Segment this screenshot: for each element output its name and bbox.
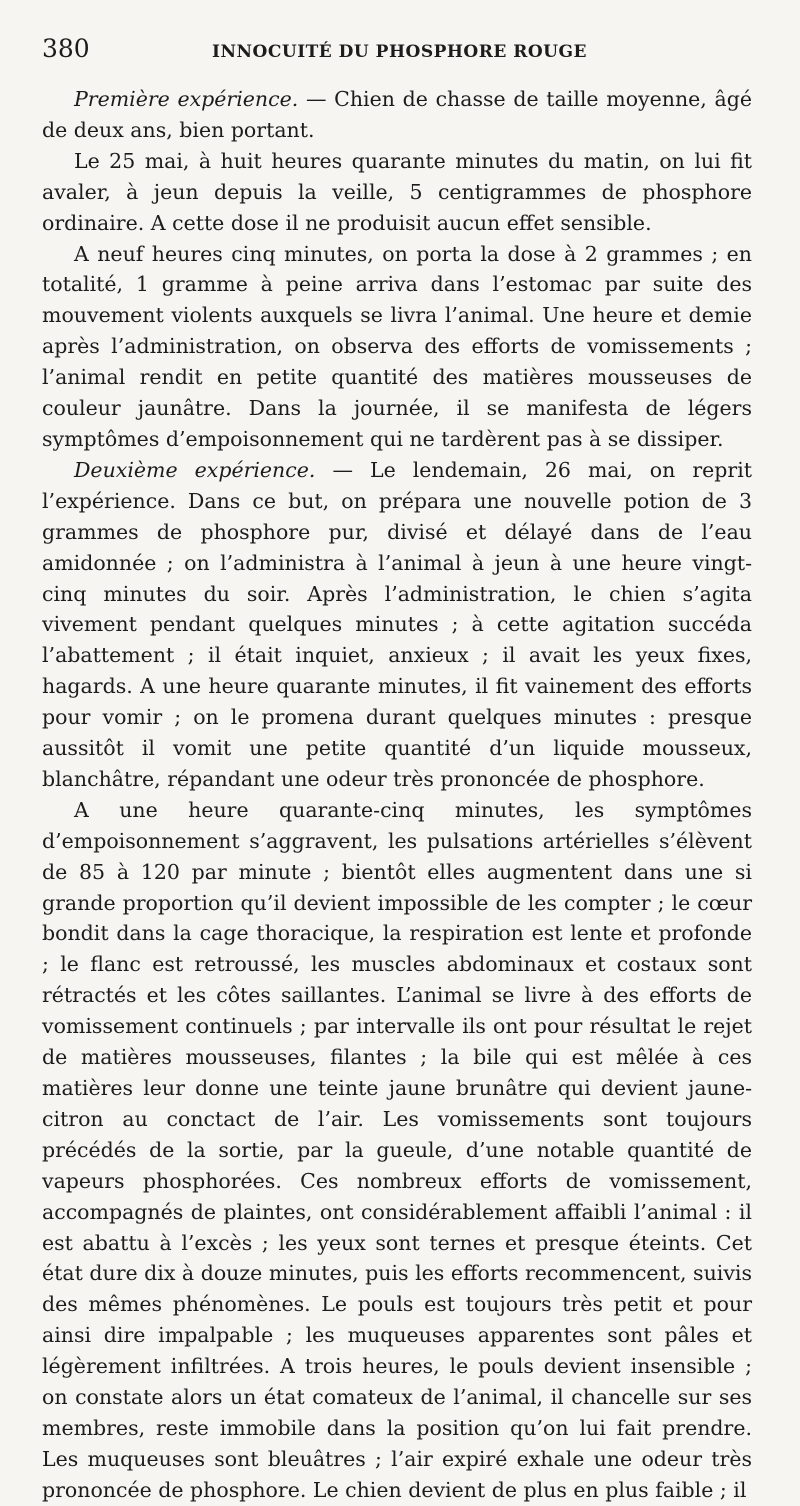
- paragraph: [42, 795, 752, 1506]
- paragraph-text: Le 25 mai, à huit heures quarante minutes du matin, on lui fit avaler, à jeun depuis la veille, 5 centigrammes de phosphore ordinaire. A cette dose il ne produisit aucun effet sensible.: [42, 148, 752, 235]
- running-title: INNOCUITÉ DU PHOSPHORE ROUGE: [212, 42, 587, 62]
- running-head: [42, 34, 752, 74]
- paragraph-text: — Le lendemain, 26 mai, on reprit l’expérience. Dans ce but, on prépara une nouvelle potion de 3 grammes de phosphore pur, divisé et délayé dans de l’eau amidonnée ; on l’administra à l’animal à jeun à une heure vingt-cinq minutes du soir. Après l’administration, le chien s’agita vivement pendant quelques minutes ; à cette agitation succéda l’abattement ; il était inquiet, anxieux ; il avait les yeux fixes, hagards. A une heure quarante minutes, il fit vainement des efforts pour vomir ; on le promena durant quelques minutes : presque aussitôt il vomit une petite quantité d’un liquide mousseux, blanchâtre, répandant une odeur très prononcée de phosphore.: [42, 457, 752, 791]
- paragraph-text: — Chien de chasse de taille moyenne, âgé de deux ans, bien portant.: [42, 87, 752, 142]
- paragraph-first-experiment: [42, 84, 752, 146]
- paragraph: [42, 239, 752, 455]
- paragraph: [42, 146, 752, 239]
- paragraph-second-experiment: [42, 455, 752, 795]
- paragraph-text: A neuf heures cinq minutes, on porta la dose à 2 grammes ; en totalité, 1 gramme à peine arriva dans l’estomac par suite des mouvement violents auxquels se livra l’animal. Une heure et demie après l’administration, on observa des efforts de vomissements ; l’animal rendit en petite quantité des matières mousseuses de couleur jaunâtre. Dans la journée, il se manifesta de légers symptômes d’empoisonnement qui ne tardèrent pas à se dissiper.: [42, 241, 752, 451]
- experiment-heading: Première expérience.: [74, 87, 299, 111]
- paragraph-text: A une heure quarante-cinq minutes, les symptômes d’empoisonnement s’aggravent, les pulsations artérielles s’élèvent de 85 à 120 par minute ; bientôt elles augmentent dans une si grande proportion qu’il devient impossible de les compter ; le cœur bondit dans la cage thoracique, la respiration est lente et profonde ; le flanc est retroussé, les muscles abdominaux et costaux sont rétractés et les côtes saillantes. L’animal se livre à des efforts de vomissement continuels ; par intervalle ils ont pour résultat le rejet de matières mousseuses, filantes ; la bile qui est mêlée à ces matières leur donne une teinte jaune brunâtre qui devient jaune-citron au conctact de l’air. Les vomissements sont toujours précédés de la sortie, par la gueule, d’une notable quantité de vapeurs phosphorées. Ces nombreux efforts de vomissement, accompagnés de plaintes, ont considérablement affaibli l’animal : il est abattu à l’excès ; les yeux sont ternes et presque éteints. Cet état dure dix à douze minutes, puis les efforts recommencent, suivis des mêmes phénomènes. Le pouls est toujours très petit et pour ainsi dire impalpable ; les muqueuses apparentes sont pâles et légèrement infiltrées. A trois heures, le pouls devient insensible ; on constate alors un état comateux de l’animal, il chancelle sur ses membres, reste immobile dans la position qu’on lui fait prendre. Les muqueuses sont bleuâtres ; l’air expiré exhale une odeur très prononcée de phosphore. Le chien devient de plus en plus faible ; il: [42, 797, 752, 1502]
- experiment-heading: Deuxième expérience.: [74, 457, 316, 482]
- body-text: [42, 84, 752, 1506]
- page-number: 380: [42, 34, 90, 63]
